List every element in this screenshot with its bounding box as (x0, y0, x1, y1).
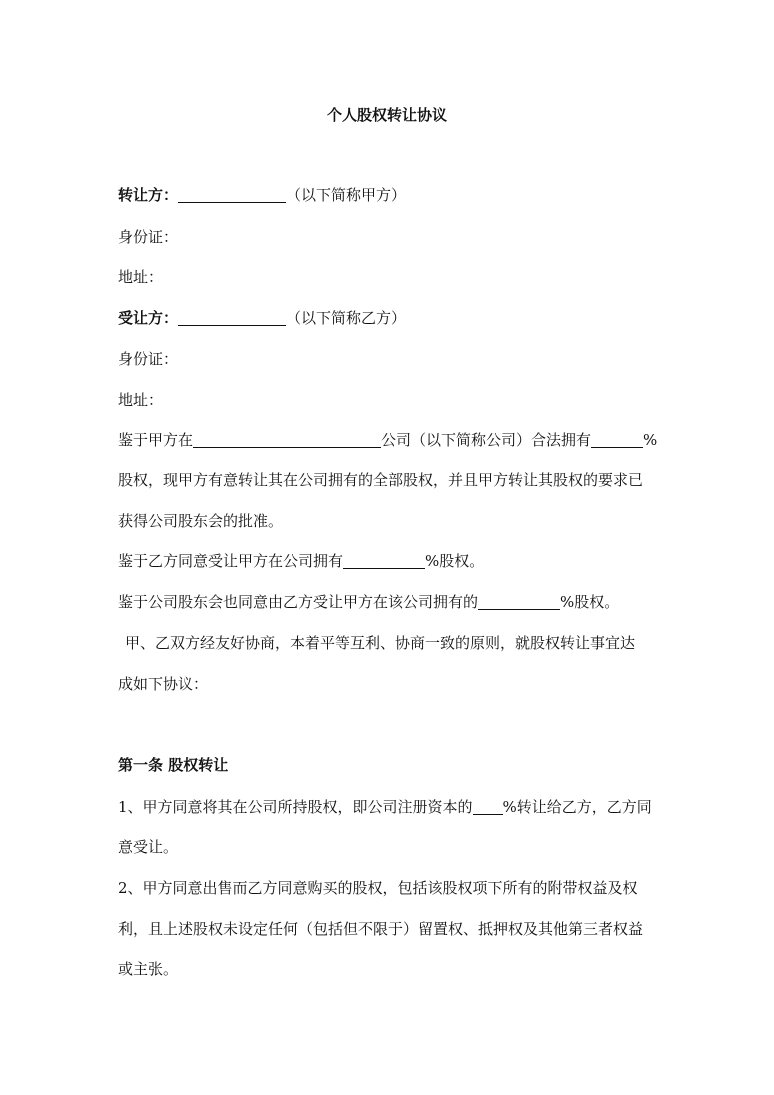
transferor-id-line (118, 226, 678, 248)
article-1-clause-2-line-3: 或主张。 (118, 960, 179, 978)
transferee-address-label: 地址： (118, 391, 164, 409)
transferor-address-label: 地址： (118, 268, 164, 286)
recital-3-percent-blank[interactable] (478, 592, 560, 610)
transferee-id-line (118, 348, 678, 370)
transferor-label: 转让方： (118, 186, 179, 204)
registered-capital-percent-blank[interactable] (473, 797, 503, 815)
recital-1-text-b: 公司（以下简称公司）合法拥有 (381, 431, 592, 449)
transferor-name-blank[interactable] (178, 185, 286, 203)
recital-3-text-b: %股权。 (560, 593, 620, 611)
company-name-blank[interactable] (193, 430, 381, 448)
transferor-line (118, 184, 678, 206)
recital-2-percent-blank[interactable] (343, 551, 425, 569)
article-1-clause-1-line-2: 意受让。 (118, 838, 179, 856)
recital-3-line (118, 591, 678, 613)
recital-4-line-2: 成如下协议： (118, 675, 209, 693)
transferor-id-label: 身份证： (118, 228, 179, 246)
recital-1-line-3: 获得公司股东会的批准。 (118, 512, 284, 530)
clause-1-text-b: %转让给乙方，乙方同 (502, 798, 652, 816)
article-1-clause-1-line-1 (118, 796, 678, 818)
transferee-suffix: （以下简称乙方） (286, 309, 407, 327)
transferor-suffix: （以下简称甲方） (286, 186, 407, 204)
clause-1-text-a: 1、甲方同意将其在公司所持股权，即公司注册资本的 (118, 798, 473, 816)
article-1-heading: 第一条 股权转让 (118, 756, 229, 774)
recital-1-line-1 (118, 429, 678, 451)
recital-3-text-a: 鉴于公司股东会也同意由乙方受让甲方在该公司拥有的 (118, 593, 479, 611)
recital-2-line (118, 550, 678, 572)
transferee-name-blank[interactable] (178, 308, 286, 326)
transferee-id-label: 身份证： (118, 350, 179, 368)
recital-1-line-2: 股权，现甲方有意转让其在公司拥有的全部股权，并且甲方转让其股权的要求已 (118, 471, 644, 489)
article-1-clause-2-line-2: 利，且上述股权未设定任何（包括但不限于）留置权、抵押权及其他第三者权益 (118, 920, 644, 938)
transferee-line (118, 307, 678, 329)
share-percent-blank[interactable] (591, 430, 643, 448)
transferee-label: 受让方： (118, 309, 179, 327)
document-title: 个人股权转让协议 (326, 106, 447, 124)
recital-1-text-a: 鉴于甲方在 (118, 431, 194, 449)
transferor-address-line (118, 266, 678, 288)
recital-2-text-a: 鉴于乙方同意受让甲方在公司拥有 (118, 552, 344, 570)
recital-2-text-b: %股权。 (425, 552, 485, 570)
transferee-address-line (118, 389, 678, 411)
article-1-clause-2-line-1: 2、甲方同意出售而乙方同意购买的股权，包括该股权项下所有的附带权益及权 (118, 879, 638, 897)
recital-4-line-1: 甲、乙双方经友好协商，本着平等互利、协商一致的原则，就股权转让事宜达 (125, 634, 636, 652)
recital-1-text-c: % (643, 431, 658, 449)
